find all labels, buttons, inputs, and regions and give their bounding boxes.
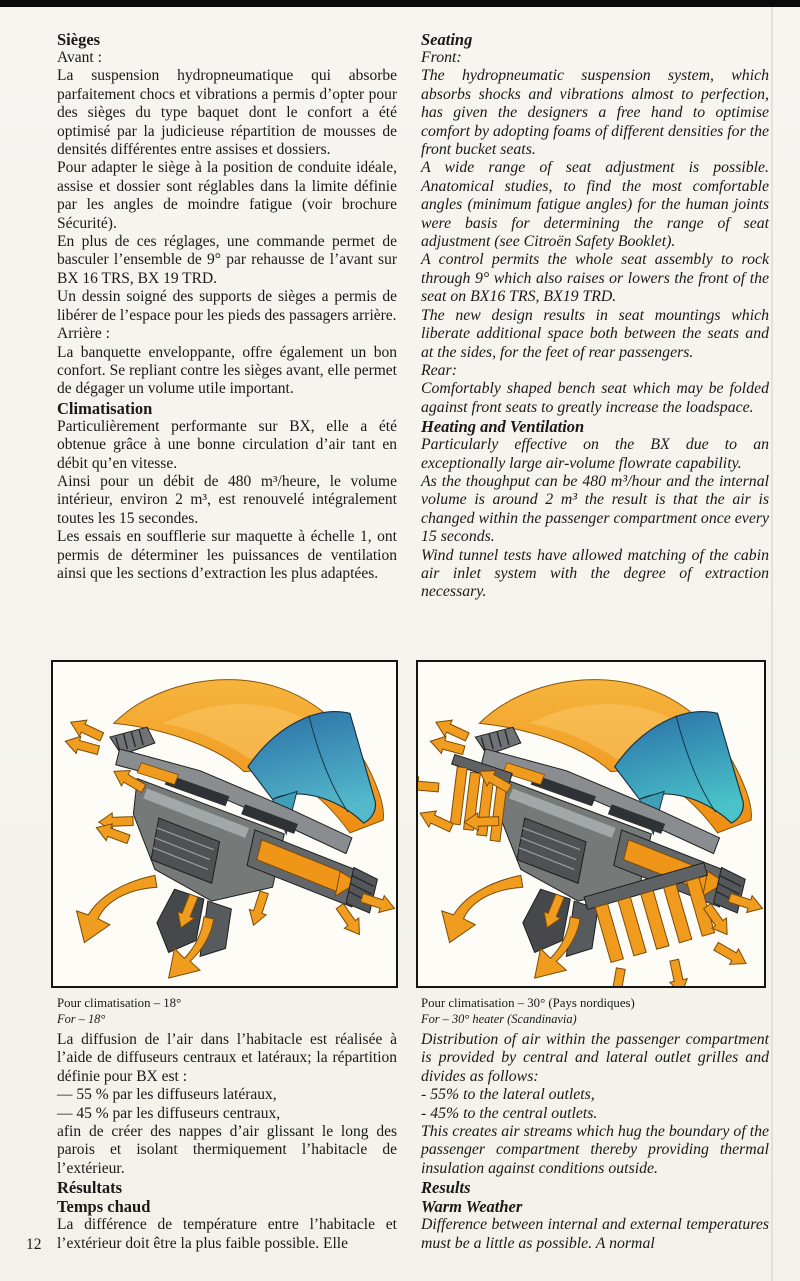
french-lower-text [57,1031,397,1253]
heading-heating-ventilation: Heating and Ventilation [421,417,585,437]
label-arriere: Arrière : [57,325,110,343]
paragraph-performante-fr: Particulièrement performante sur BX, elle a été obtenue grâce à une bonne circulation d’air tant en débit qu’en vitesse. [57,417,397,472]
paragraph-wind-en: Wind tunnel tests have allowed matching of the cabin air inlet system with the degree of extraction necessary. [421,546,769,601]
paragraph-suspension-fr: La suspension hydropneumatique qui absorbe parfaitement chocs et vibrations a permis d’opter pour des sièges du type baquet dont le confort a été optimisé par la judicieuse répartition de mousses de densités différentes entre assises et dossiers. [57,67,397,159]
figure-ventilation-18 [51,660,398,988]
paragraph-bench-en: Comfortably shaped bench seat which may be folded against front seats to greatly increase the loadspace. [421,380,769,416]
caption-fr-line: Pour climatisation – 30° (Pays nordiques) [421,996,635,1010]
paragraph-adjustment-en: A wide range of seat adjustment is possible. Anatomical studies, to find the most comfortable angles (minimum fatigue angles) for the human joints were basis for determining the range of seat adjustment (see Citroën Safety Booklet). [421,159,769,251]
paragraph-effective-en: Particularly effective on the BX due to an exceptionally large air-volume flowrate capability. [421,436,769,472]
caption-en-line: For – 30° heater (Scandinavia) [421,1011,577,1026]
figure-caption-right [421,996,769,1027]
french-upper-text [57,30,397,583]
ventilation-diagram-18-svg [53,662,396,986]
caption-en-line: For – 18° [57,1011,106,1026]
paragraph-design-en: The new design results in seat mountings which liberate additional space both between the seats and at the sides, for the feet of rear passengers. [421,306,769,361]
paragraph-suspension-en: The hydropneumatic suspension system, which absorbs shocks and vibrations almost to perfection, has given the designers a free hand to optimise comfort by adopting foams of different densities for the front bucket seats. [421,67,769,159]
paragraph-difference-en: Difference between internal and external temperatures must be a little as possible. A normal [421,1216,769,1252]
paragraph-reglage-fr: Pour adapter le siège à la position de conduite idéale, assise et dossier sont réglables dans la limite définie par les angles de moindre fatigue (voir brochure Sécurité). [57,159,397,232]
ventilation-diagram-30-svg [418,662,764,986]
paragraph-commande-fr: En plus de ces réglages, une commande permet de basculer l’ensemble de 9° par rehausse de l’avant sur BX 16 TRS, BX 19 TRD. [57,233,397,287]
french-column [57,0,397,1281]
paragraph-dessin-fr: Un dessin soigné des supports de sièges a permis de libérer de l’espace pour les pieds des passagers arrière. [57,288,397,324]
page-number: 12 [26,1236,42,1253]
caption-fr-line: Pour climatisation – 18° [57,996,182,1010]
heading-resultats: Résultats [57,1178,123,1198]
paragraph-diffusion-fr: La diffusion de l’air dans l’habitacle est réalisée à l’aide de diffuseurs centraux et latéraux; la répartition définie pour BX est : [57,1031,397,1085]
paper-edge-shadow [771,7,773,1281]
heading-temps-chaud: Temps chaud [57,1197,151,1217]
paragraph-difference-fr: La différence de température entre l’habitacle et l’extérieur doit être la plus faible possible. Elle [57,1216,397,1252]
list-item-lateral: - 55% to the lateral outlets, [421,1086,595,1104]
english-column [421,0,769,1281]
paragraph-nappes-fr: afin de créer des nappes d’air glissant le long des parois et isolant thermiquement l’habitacle de l’extérieur. [57,1123,397,1177]
heading-warm-weather: Warm Weather [421,1197,523,1217]
list-item-lateraux: — 55 % par les diffuseurs latéraux, [57,1086,277,1104]
english-upper-text [421,30,769,602]
list-item-central: - 45% to the central outlets. [421,1104,598,1122]
heading-climatisation: Climatisation [57,398,153,418]
heading-sieges: Sièges [57,30,101,49]
paragraph-distribution-en: Distribution of air within the passenger compartment is provided by central and lateral outlet grilles and divides as follows: [421,1031,769,1085]
heading-results: Results [421,1178,471,1198]
paragraph-debit-fr: Ainsi pour un débit de 480 m³/heure, le volume intérieur, environ 2 m³, est renouvelé intégralement toutes les 15 secondes. [57,472,397,527]
paragraph-control-en: A control permits the whole seat assembly to rock through 9° which also raises or lowers the front of the seat on BX16 TRS, BX19 TRD. [421,251,769,306]
label-rear: Rear: [421,361,457,379]
label-avant: Avant : [57,49,102,66]
paragraph-streams-en: This creates air streams which hug the boundary of the passenger compartment thereby providing thermal insulation against conditions outside. [421,1123,769,1177]
heading-seating: Seating [421,30,473,49]
figure-caption-left [57,996,397,1027]
paragraph-banquette-fr: La banquette enveloppante, offre également un bon confort. Se repliant contre les sièges avant, elle permet de dégager un volume utile important. [57,343,397,398]
english-lower-text [421,1031,769,1253]
figure-ventilation-30 [416,660,766,988]
list-item-centraux: — 45 % par les diffuseurs centraux, [57,1104,281,1122]
paragraph-throughput-en: As the thoughput can be 480 m³/hour and the internal volume is around 2 m³ the result is that the air is changed within the passenger compartment once every 15 seconds. [421,472,769,546]
label-front: Front: [421,49,462,66]
paragraph-essais-fr: Les essais en soufflerie sur maquette à échelle 1, ont permis de déterminer les puissances de ventilation ainsi que les sections d’extraction les plus adaptées. [57,528,397,582]
